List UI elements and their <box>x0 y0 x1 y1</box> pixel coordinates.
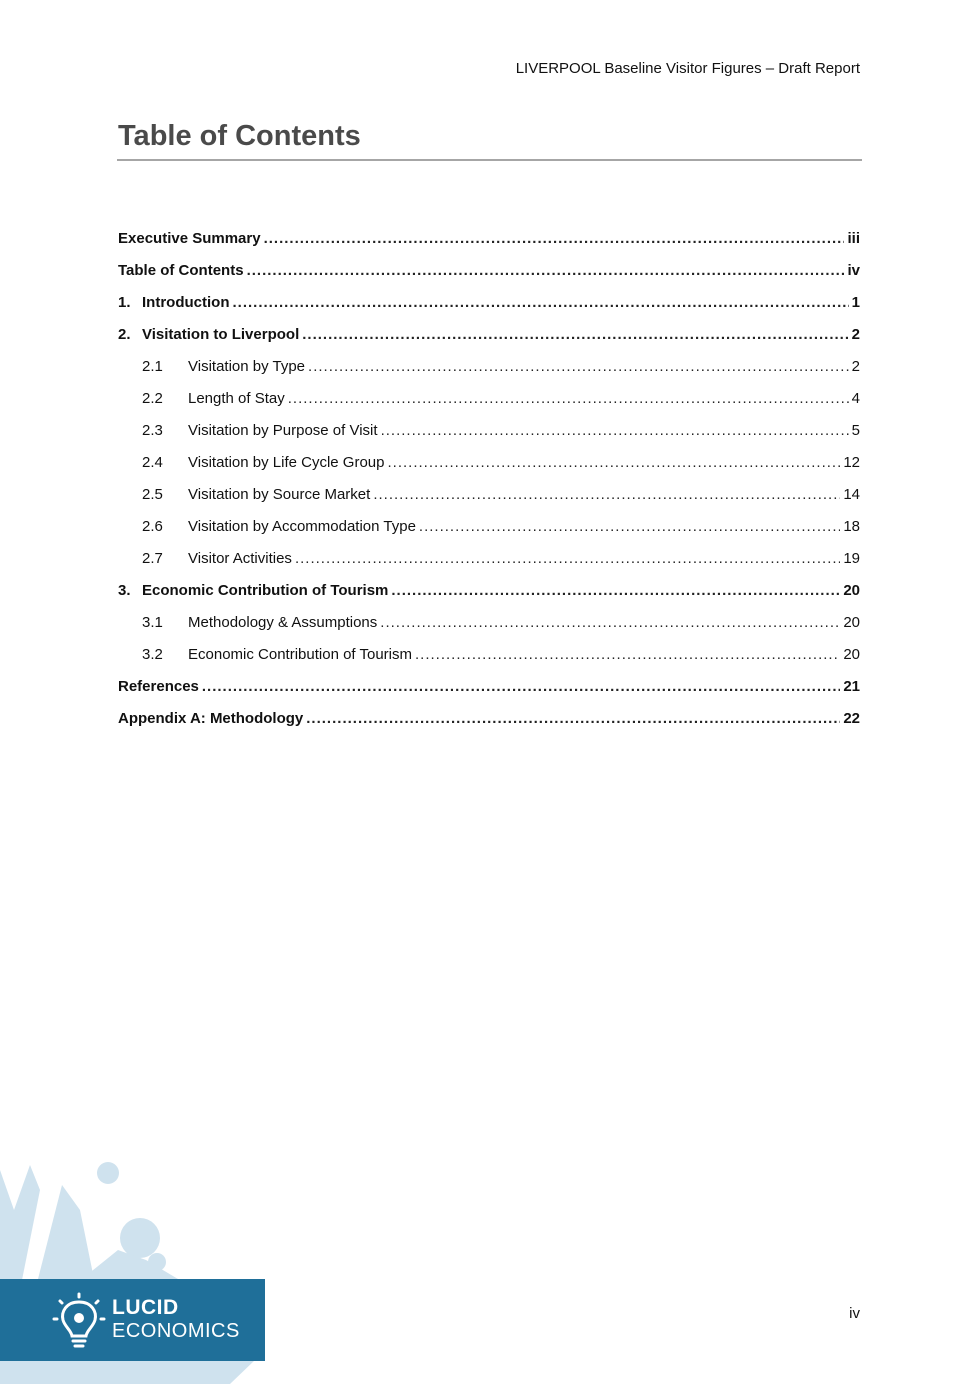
toc-entry[interactable] <box>118 542 860 574</box>
toc-entry-page: 4 <box>851 389 860 407</box>
dot-leader <box>380 614 840 631</box>
toc-entry[interactable] <box>118 638 860 670</box>
toc-entry-number: 2.3 <box>142 421 163 439</box>
toc-entry[interactable] <box>118 574 860 606</box>
title-underline <box>117 159 862 161</box>
toc-entry-label: Visitor Activities <box>188 549 292 567</box>
toc-entry-label: Visitation by Accommodation Type <box>188 517 416 535</box>
toc-entry[interactable] <box>118 318 860 350</box>
toc-entry-page: 18 <box>843 517 860 535</box>
dot-leader <box>308 358 849 375</box>
dot-leader <box>264 230 845 247</box>
toc-entry-label: Introduction <box>142 293 230 311</box>
toc-entry-page: 2 <box>851 357 860 375</box>
toc-entry-label: Visitation by Source Market <box>188 485 371 503</box>
toc-entry-label: References <box>118 677 199 695</box>
dot-leader <box>381 422 849 439</box>
dot-leader <box>388 454 841 471</box>
toc-entry[interactable] <box>118 286 860 318</box>
toc-entry-label: Appendix A: Methodology <box>118 709 304 727</box>
toc-entry-page: 14 <box>843 485 860 503</box>
toc-entry[interactable] <box>118 350 860 382</box>
dot-leader <box>373 486 840 503</box>
toc-entry-page: 1 <box>851 293 860 311</box>
toc-entry[interactable] <box>118 446 860 478</box>
lightbulb-icon <box>52 1292 106 1350</box>
dot-leader <box>306 710 840 727</box>
toc-entry-number: 2.7 <box>142 549 163 567</box>
toc-entry-page: 20 <box>843 581 860 599</box>
toc-entry-label: Executive Summary <box>118 229 261 247</box>
dot-leader <box>295 550 840 567</box>
toc-entry-page: 12 <box>843 453 860 471</box>
toc-entry-page: iii <box>847 229 860 247</box>
toc-entry[interactable] <box>118 254 860 286</box>
toc-entry-page: 22 <box>843 709 860 727</box>
toc-entry-label: Visitation by Purpose of Visit <box>188 421 378 439</box>
page-title: Table of Contents <box>118 120 361 152</box>
toc-entry-page: 2 <box>851 325 860 343</box>
toc-entry[interactable] <box>118 510 860 542</box>
toc-entry-number: 2.1 <box>142 357 163 375</box>
table-of-contents <box>118 222 860 734</box>
toc-entry-number: 2.5 <box>142 485 163 503</box>
toc-entry-number: 2.4 <box>142 453 163 471</box>
logo-text-lucid: LUCID <box>112 1296 179 1319</box>
dot-leader <box>202 678 840 695</box>
dot-leader <box>391 582 840 599</box>
toc-entry-label: Visitation to Liverpool <box>142 325 300 343</box>
toc-entry-label: Economic Contribution of Tourism <box>142 581 389 599</box>
toc-entry[interactable] <box>118 382 860 414</box>
toc-entry[interactable] <box>118 414 860 446</box>
toc-entry[interactable] <box>118 478 860 510</box>
toc-entry-label: Methodology & Assumptions <box>188 613 378 631</box>
toc-entry-label: Visitation by Type <box>188 357 306 375</box>
dot-leader <box>302 326 848 343</box>
page-number: iv <box>849 1305 860 1322</box>
toc-entry-page: 20 <box>843 613 860 631</box>
dot-leader <box>247 262 845 279</box>
dot-leader <box>415 646 840 663</box>
toc-entry-page: 20 <box>843 645 860 663</box>
toc-entry-page: 21 <box>843 677 860 695</box>
toc-entry[interactable] <box>118 606 860 638</box>
toc-entry-label: Visitation by Life Cycle Group <box>188 453 385 471</box>
toc-entry-number: 3.2 <box>142 645 163 663</box>
toc-entry-number: 2.6 <box>142 517 163 535</box>
toc-entry-page: 5 <box>851 421 860 439</box>
dot-leader <box>419 518 840 535</box>
toc-entry-page: iv <box>847 261 860 279</box>
logo-text-economics: ECONOMICS <box>112 1320 240 1342</box>
toc-entry-number: 3.1 <box>142 613 163 631</box>
dot-leader <box>288 390 849 407</box>
toc-entry-label: Length of Stay <box>188 389 285 407</box>
toc-entry-page: 19 <box>843 549 860 567</box>
toc-entry-number: 2. <box>118 325 131 343</box>
toc-entry-label: Economic Contribution of Tourism <box>188 645 412 663</box>
toc-entry-number: 1. <box>118 293 131 311</box>
toc-entry[interactable] <box>118 222 860 254</box>
toc-entry-label: Table of Contents <box>118 261 244 279</box>
running-header: LIVERPOOL Baseline Visitor Figures – Draft Report <box>515 60 860 77</box>
dot-leader <box>232 294 848 311</box>
toc-entry-number: 3. <box>118 581 131 599</box>
toc-entry[interactable] <box>118 670 860 702</box>
toc-entry-number: 2.2 <box>142 389 163 407</box>
toc-entry[interactable] <box>118 702 860 734</box>
